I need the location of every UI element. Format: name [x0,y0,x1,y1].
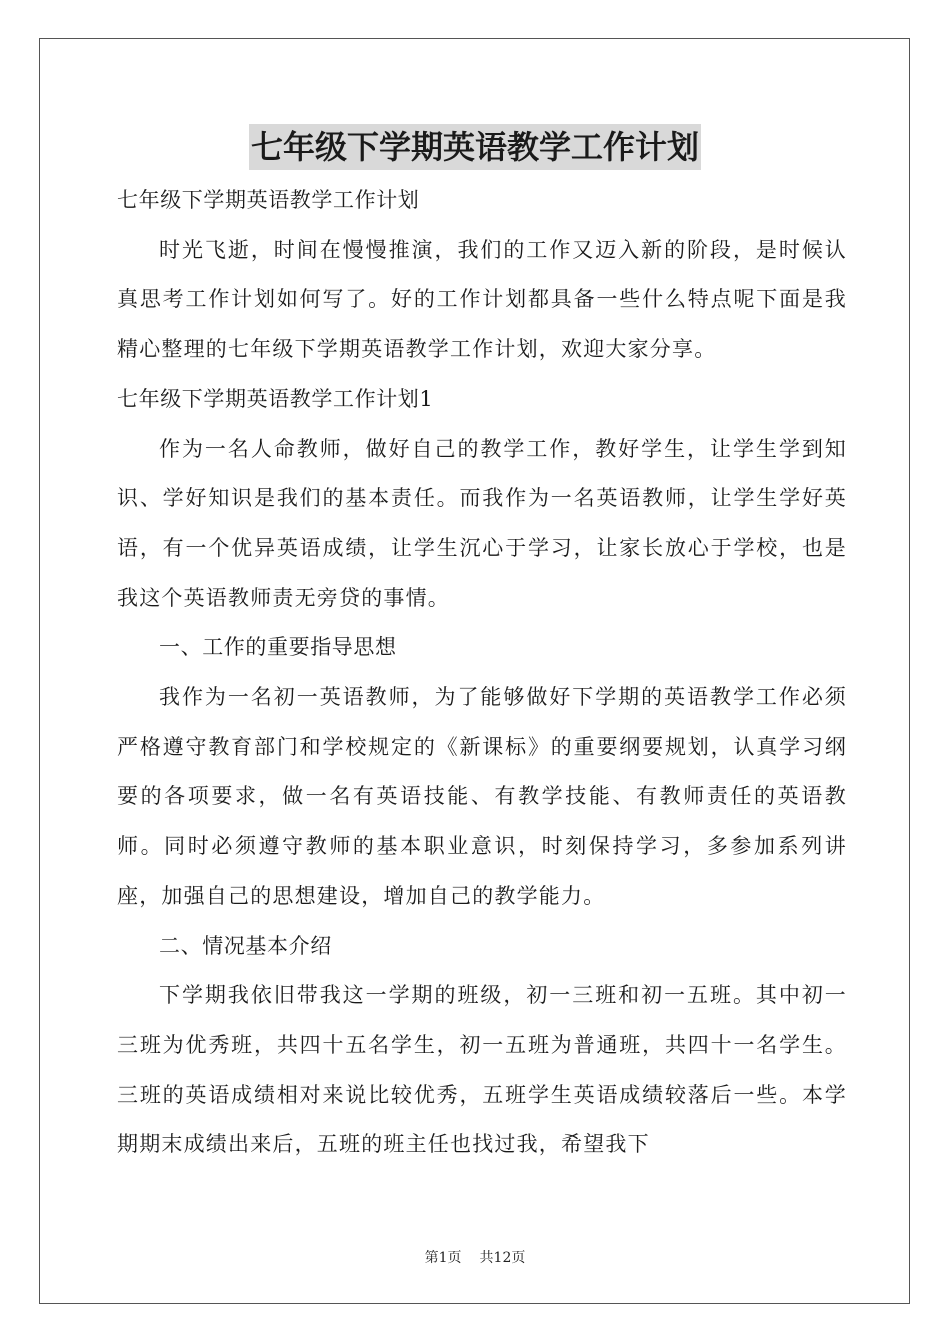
page-total: 共12页 [479,1250,526,1266]
page-number: 第1页 [424,1250,462,1266]
paragraph-situation: 下学期我依旧带我这一学期的班级，初一三班和初一五班。其中初一三班为优秀班，共四十五名学生，初一五班为普通班，共四十一名学生。三班的英语成绩相对来说比较优秀，五班学生英语成绩较落后一些。本学期期末成绩出来后，五班的班主任也找过我，希望我下 [117,983,847,1157]
paragraph-intro: 时光飞逝，时间在慢慢推演，我们的工作又迈入新的阶段，是时候认真思考工作计划如何写了。好的工作计划都具备一些什么特点呢下面是我精心整理的七年级下学期英语教学工作计划，欢迎大家分享。 [117,237,847,362]
paragraph-guiding-thought: 我作为一名初一英语教师，为了能够做好下学期的英语教学工作必须严格遵守教育部门和学校规定的《新课标》的重要纲要规划，认真学习纲要的各项要求，做一名有英语技能、有教学技能、有教师责任的英语教师。同时必须遵守教师的基本职业意识，时刻保持学习，多参加系列讲座，加强自己的思想建设，增加自己的教学能力。 [117,685,847,908]
paragraph-responsibility: 作为一名人命教师，做好自己的教学工作，教好学生，让学生学到知识、学好知识是我们的基本责任。而我作为一名英语教师，让学生学好英语，有一个优异英语成绩，让学生沉心于学习，让家长放心于学校，也是我这个英语教师责无旁贷的事情。 [117,436,847,610]
document-body [117,176,847,1170]
document-title: 七年级下学期英语教学工作计划 [249,124,701,170]
paragraph-section-heading: 七年级下学期英语教学工作计划1 [117,386,434,411]
heading-situation: 二、情况基本介绍 [159,933,332,958]
page-footer [0,1247,950,1267]
paragraph-subtitle: 七年级下学期英语教学工作计划 [117,188,420,212]
heading-guiding-thought: 一、工作的重要指导思想 [159,635,397,660]
title-container [0,124,950,170]
